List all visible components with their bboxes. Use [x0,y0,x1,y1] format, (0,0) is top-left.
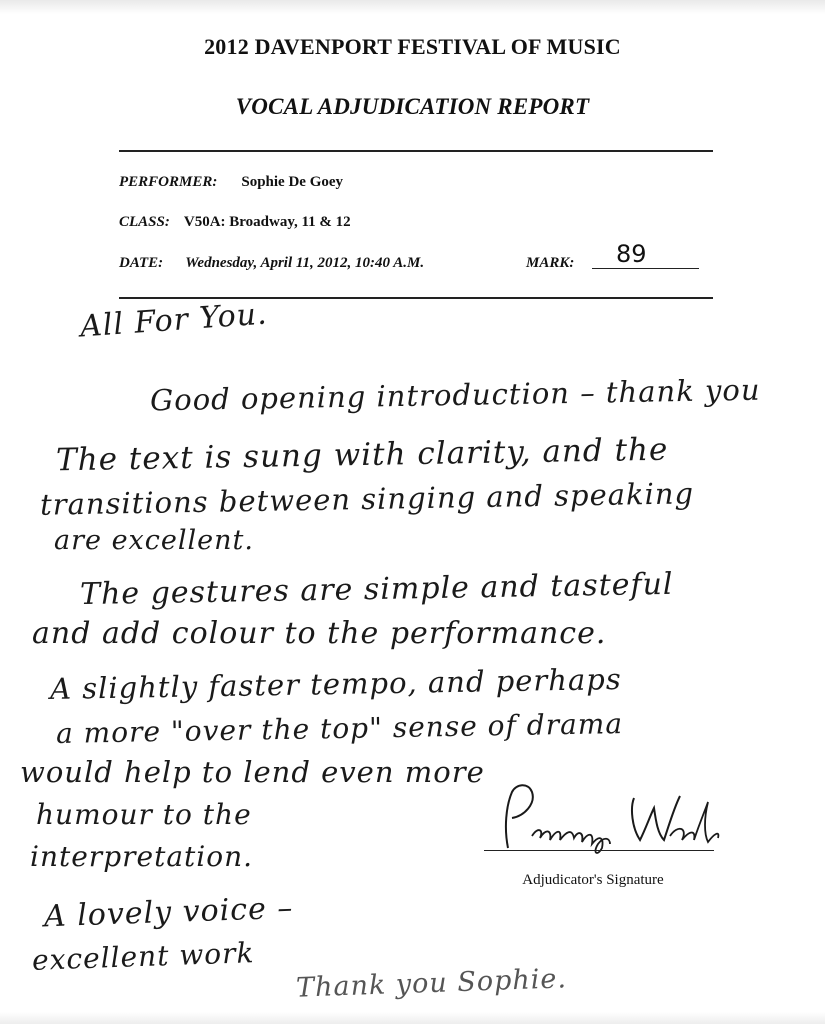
class-label: CLASS: [119,214,170,230]
date-value: Wednesday, April 11, 2012, 10:40 A.M. [185,255,425,271]
comment-line: humour to the [36,798,252,831]
comment-line: would help to lend even more [20,755,485,789]
comment-line: A lovely voice – [43,890,294,935]
signature-line [484,850,714,851]
performer-field [119,174,343,191]
report-title: VOCAL ADJUDICATION REPORT [235,94,590,119]
scan-bottom-shadow [0,1012,825,1024]
adjudicator-signature [494,778,724,858]
comment-line: Thank you Sophie. [295,963,568,1004]
scan-top-shadow [0,0,825,14]
mark-field [526,255,574,272]
class-value: V50A: Broadway, 11 & 12 [183,214,351,230]
festival-title: 2012 DAVENPORT FESTIVAL OF MUSIC [204,34,621,59]
comment-line: and add colour to the performance. [32,616,607,651]
comment-line: A slightly faster tempo, and perhaps [49,662,622,706]
signature-label: Adjudicator's Signature [522,872,664,888]
performer-value: Sophie De Goey [241,174,344,190]
comment-line: are excellent. [54,525,254,556]
mark-label: MARK: [526,255,575,271]
performer-label: PERFORMER: [119,174,218,190]
comment-line: All For You. [79,296,269,345]
comment-line: a more "over the top" sense of drama [55,707,624,750]
comment-line: The gestures are simple and tasteful [79,566,674,613]
comment-line: excellent work [31,936,255,977]
mark-value: 89 [616,240,647,268]
class-field [119,214,351,231]
comment-line: transitions between singing and speaking [39,476,695,522]
comment-line: interpretation. [30,840,254,873]
bottom-divider [119,297,713,299]
top-divider [119,150,713,152]
mark-underline [592,268,699,269]
date-label: DATE: [119,255,164,271]
comment-line: Good opening introduction – thank you [149,372,761,418]
date-field [119,255,424,272]
comment-line: The text is sung with clarity, and the [55,431,669,479]
